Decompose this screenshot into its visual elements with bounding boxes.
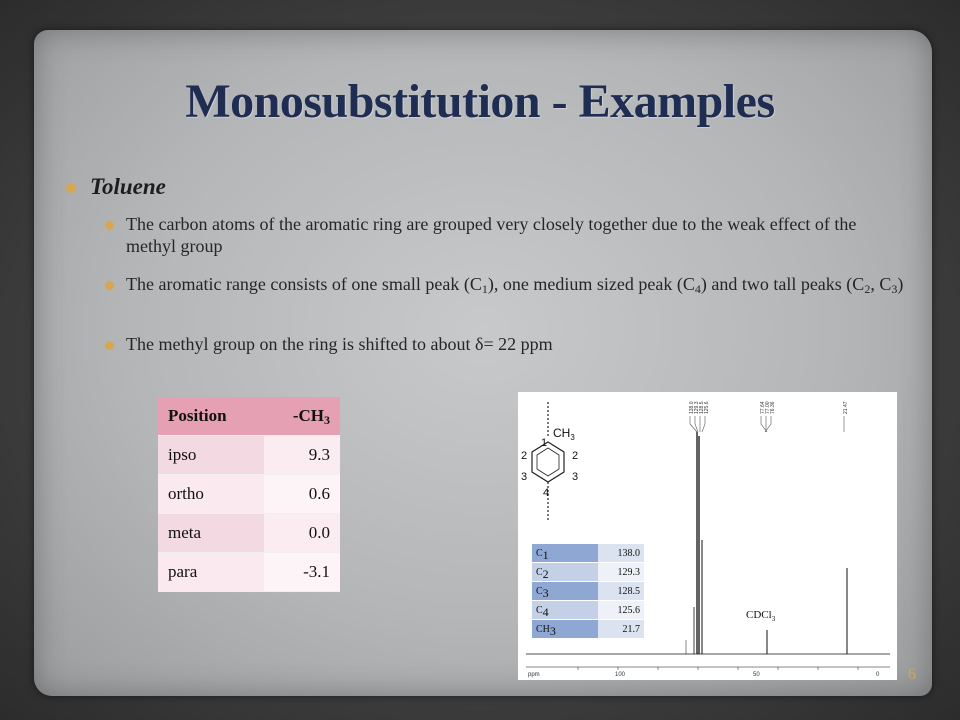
point-aromatic-range: The aromatic range consists of one small peak $(C_1)$, one medium sized peak $(C_4)$ and two tall peaks ($C_2$, $C_3$) <box>126 274 904 296</box>
table-row <box>158 514 340 553</box>
table-row: $C_4$ 125.6 <box>532 601 644 620</box>
peak-annotation: 128.5 <box>699 401 705 414</box>
cell-position: para <box>158 553 264 592</box>
table-row: $C_1$ 138.0 <box>532 544 644 563</box>
table-row <box>158 475 340 514</box>
table-row: $CH_3$ 21.7 <box>532 620 644 639</box>
point-methyl-shift: The methyl group on the ring is shifted to about δ= 22 ppm <box>126 334 553 354</box>
pos-3-left-label: 3 <box>521 471 528 483</box>
peak-annotation: 77.64 <box>760 401 766 414</box>
peak-annotation: 21.47 <box>843 401 849 414</box>
table-row <box>158 436 340 475</box>
sub-bullet-dot <box>105 281 114 290</box>
cell-value: 0.0 <box>264 514 340 553</box>
peak-annotation: 129.3 <box>694 401 700 414</box>
axis-tick-label: 0 <box>876 672 880 678</box>
peak-annotation: 125.6 <box>704 401 710 414</box>
benzene-inner-ring <box>537 448 559 476</box>
axis-tick-label: 50 <box>753 672 760 678</box>
peak-annotations <box>689 401 849 414</box>
peak-annotation: 76.36 <box>770 401 776 414</box>
peak-leader-lines <box>690 416 844 432</box>
cell-value: 9.3 <box>264 436 340 475</box>
header-methyl: $-CH_3$ <box>264 397 340 436</box>
sub-bullet-dot <box>105 221 114 230</box>
cell-value: -3.1 <box>264 553 340 592</box>
axis-unit-label: ppm <box>528 672 540 678</box>
table-row: $C_3$ 128.5 <box>532 582 644 601</box>
header-position: Position <box>158 397 264 436</box>
pos-2-right-label: 2 <box>572 450 579 462</box>
cell-value: 0.6 <box>264 475 340 514</box>
pos-1-label: 1 <box>541 437 548 449</box>
page-number: 6 <box>908 666 916 683</box>
pos-4-label: 4 <box>543 487 550 499</box>
cell-position: meta <box>158 514 264 553</box>
substituent-effect-table <box>158 397 340 592</box>
peak-annotation: 77.00 <box>765 401 771 414</box>
axis-ticks <box>578 667 858 670</box>
bullet-dot <box>66 183 76 193</box>
cell-position: ortho <box>158 475 264 514</box>
pos-3-right-label: 3 <box>572 471 579 483</box>
pos-2-left-label: 2 <box>521 450 528 462</box>
solvent-label: CDCl$_3$ <box>746 609 776 623</box>
sub-bullet-dot <box>105 341 114 350</box>
peak-annotation: 138.0 <box>689 401 695 414</box>
table-row <box>158 553 340 592</box>
table-row: $C_2$ 129.3 <box>532 563 644 582</box>
chemical-shift-table <box>532 544 644 639</box>
methyl-label: $CH_3$ <box>553 426 575 442</box>
point-grouping: The carbon atoms of the aromatic ring are grouped very closely together due to the weak effect of the methyl group <box>126 214 857 256</box>
delta-symbol: δ <box>474 334 484 354</box>
cell-position: ipso <box>158 436 264 475</box>
bullet-toluene: Toluene <box>90 174 166 199</box>
slide-title: Monosubstitution - Examples <box>185 75 775 128</box>
toluene-structure <box>532 402 564 522</box>
axis-tick-label: 100 <box>615 672 626 678</box>
